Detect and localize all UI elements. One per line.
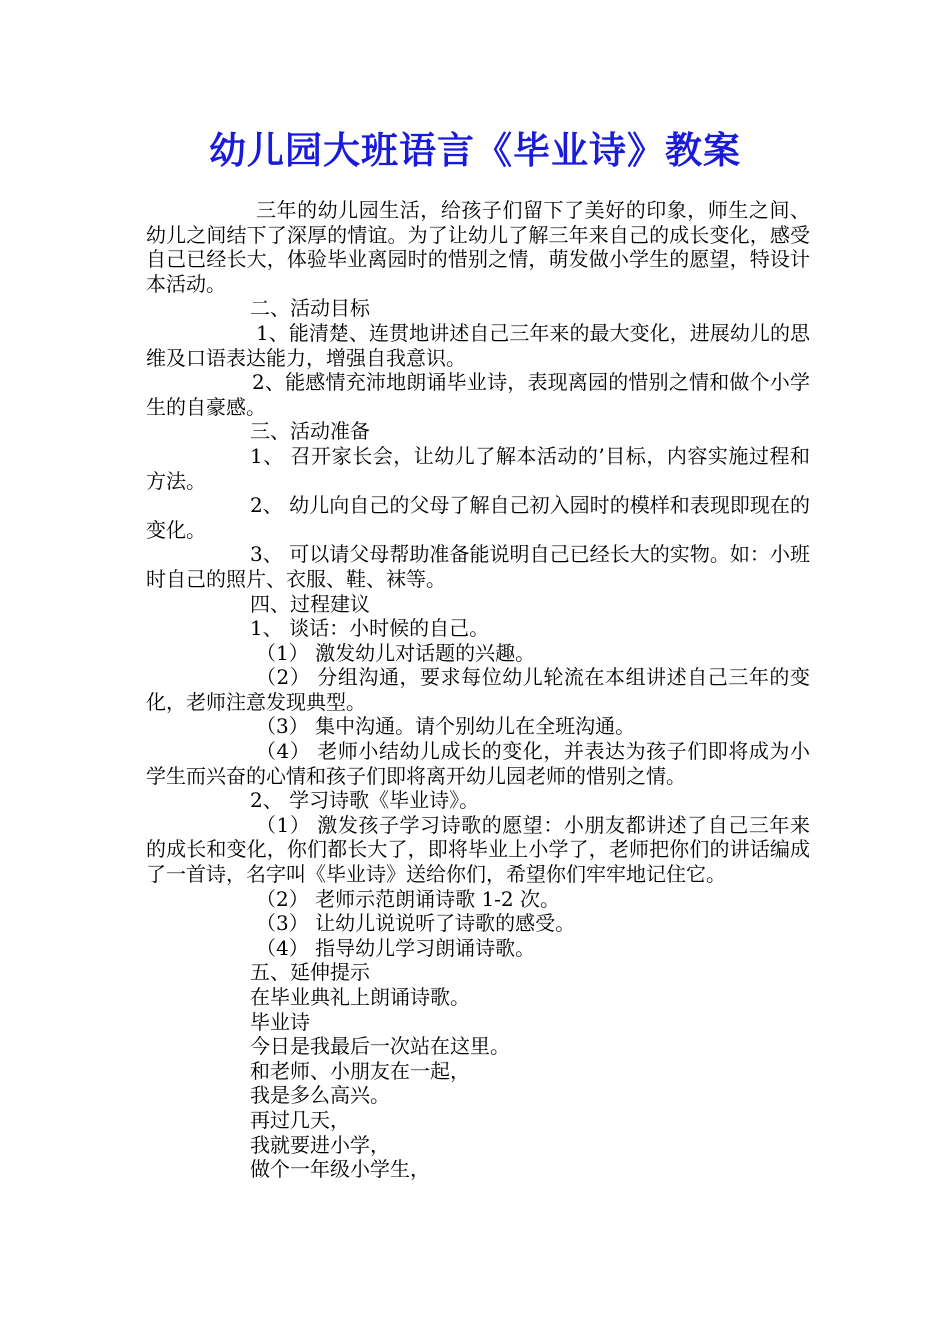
poem-line: 再过几天， [250, 1107, 350, 1132]
goal-item-1: 1、能清楚、连贯地讲述自己三年来的最大变化，进展幼儿的思维及口语表达能力，增强自我意识。 [146, 320, 810, 370]
intro-paragraph: 三年的幼儿园生活，给孩子们留下了美好的印象，师生之间、幼儿之间结下了深厚的情谊。为了让幼儿了解三年来自己的成长变化，感受自己已经长大，体验毕业离园时的惜别之情，萌发做小学生的愿望，特设计本活动。 [146, 198, 810, 296]
section-heading-preparation: 三、活动准备 [250, 419, 370, 444]
process-step-1: 1、 谈话：小时候的自己。 [250, 616, 490, 641]
poem-line: 和老师、小朋友在一起， [250, 1058, 470, 1083]
section-heading-goals: 二、活动目标 [250, 296, 370, 321]
process-step-2-sub-3: （3） 让幼儿说说听了诗歌的感受。 [256, 911, 576, 936]
preparation-item-3: 3、 可以请父母帮助准备能说明自己已经长大的实物。如：小班时自己的照片、衣服、鞋、袜等。 [146, 542, 810, 591]
extension-text: 在毕业典礼上朗诵诗歌。 [250, 985, 470, 1009]
document-title: 幼儿园大班语言《毕业诗》教案 [209, 129, 741, 172]
section-heading-process: 四、过程建议 [250, 591, 370, 616]
process-step-2-sub-1: （1） 激发孩子学习诗歌的愿望：小朋友都讲述了自己三年来的成长和变化，你们都长大了，即将毕业上小学了，老师把你们的讲话编成了一首诗，名字叫《毕业诗》送给你们，希望你们牢牢地记住它。 [146, 812, 810, 887]
document-body [146, 198, 810, 1182]
process-step-2-sub-2: （2） 老师示范朗诵诗歌 1-2 次。 [256, 886, 561, 911]
poem-line: 今日是我最后一次站在这里。 [250, 1034, 510, 1059]
poem-title: 毕业诗 [250, 1009, 310, 1034]
poem-line: 我是多么高兴。 [250, 1083, 390, 1108]
process-step-2: 2、 学习诗歌《毕业诗》。 [250, 788, 480, 813]
process-step-1-sub-4: （4） 老师小结幼儿成长的变化，并表达为孩子们即将成为小学生而兴奋的心情和孩子们即将离开幼儿园老师的惜别之情。 [146, 739, 810, 788]
preparation-item-1: 1、 召开家长会，让幼儿了解本活动的’目标，内容实施过程和方法。 [146, 443, 810, 493]
process-step-1-sub-1: （1） 激发幼儿对话题的兴趣。 [256, 640, 536, 665]
process-step-2-sub-4: （4） 指导幼儿学习朗诵诗歌。 [256, 935, 536, 960]
section-heading-extension: 五、延伸提示 [250, 960, 370, 985]
poem-line: 我就要进小学， [250, 1132, 390, 1157]
preparation-item-2: 2、 幼儿向自己的父母了解自己初入园时的模样和表现即现在的变化。 [146, 493, 810, 542]
poem-line: 做个一年级小学生， [250, 1157, 430, 1182]
process-step-1-sub-2: （2） 分组沟通，要求每位幼儿轮流在本组讲述自己三年的变化，老师注意发现典型。 [146, 665, 810, 714]
goal-item-2: 2、能感情充沛地朗诵毕业诗，表现离园的惜别之情和做个小学生的自豪感。 [146, 370, 810, 419]
process-step-1-sub-3: （3） 集中沟通。请个别幼儿在全班沟通。 [256, 714, 636, 739]
